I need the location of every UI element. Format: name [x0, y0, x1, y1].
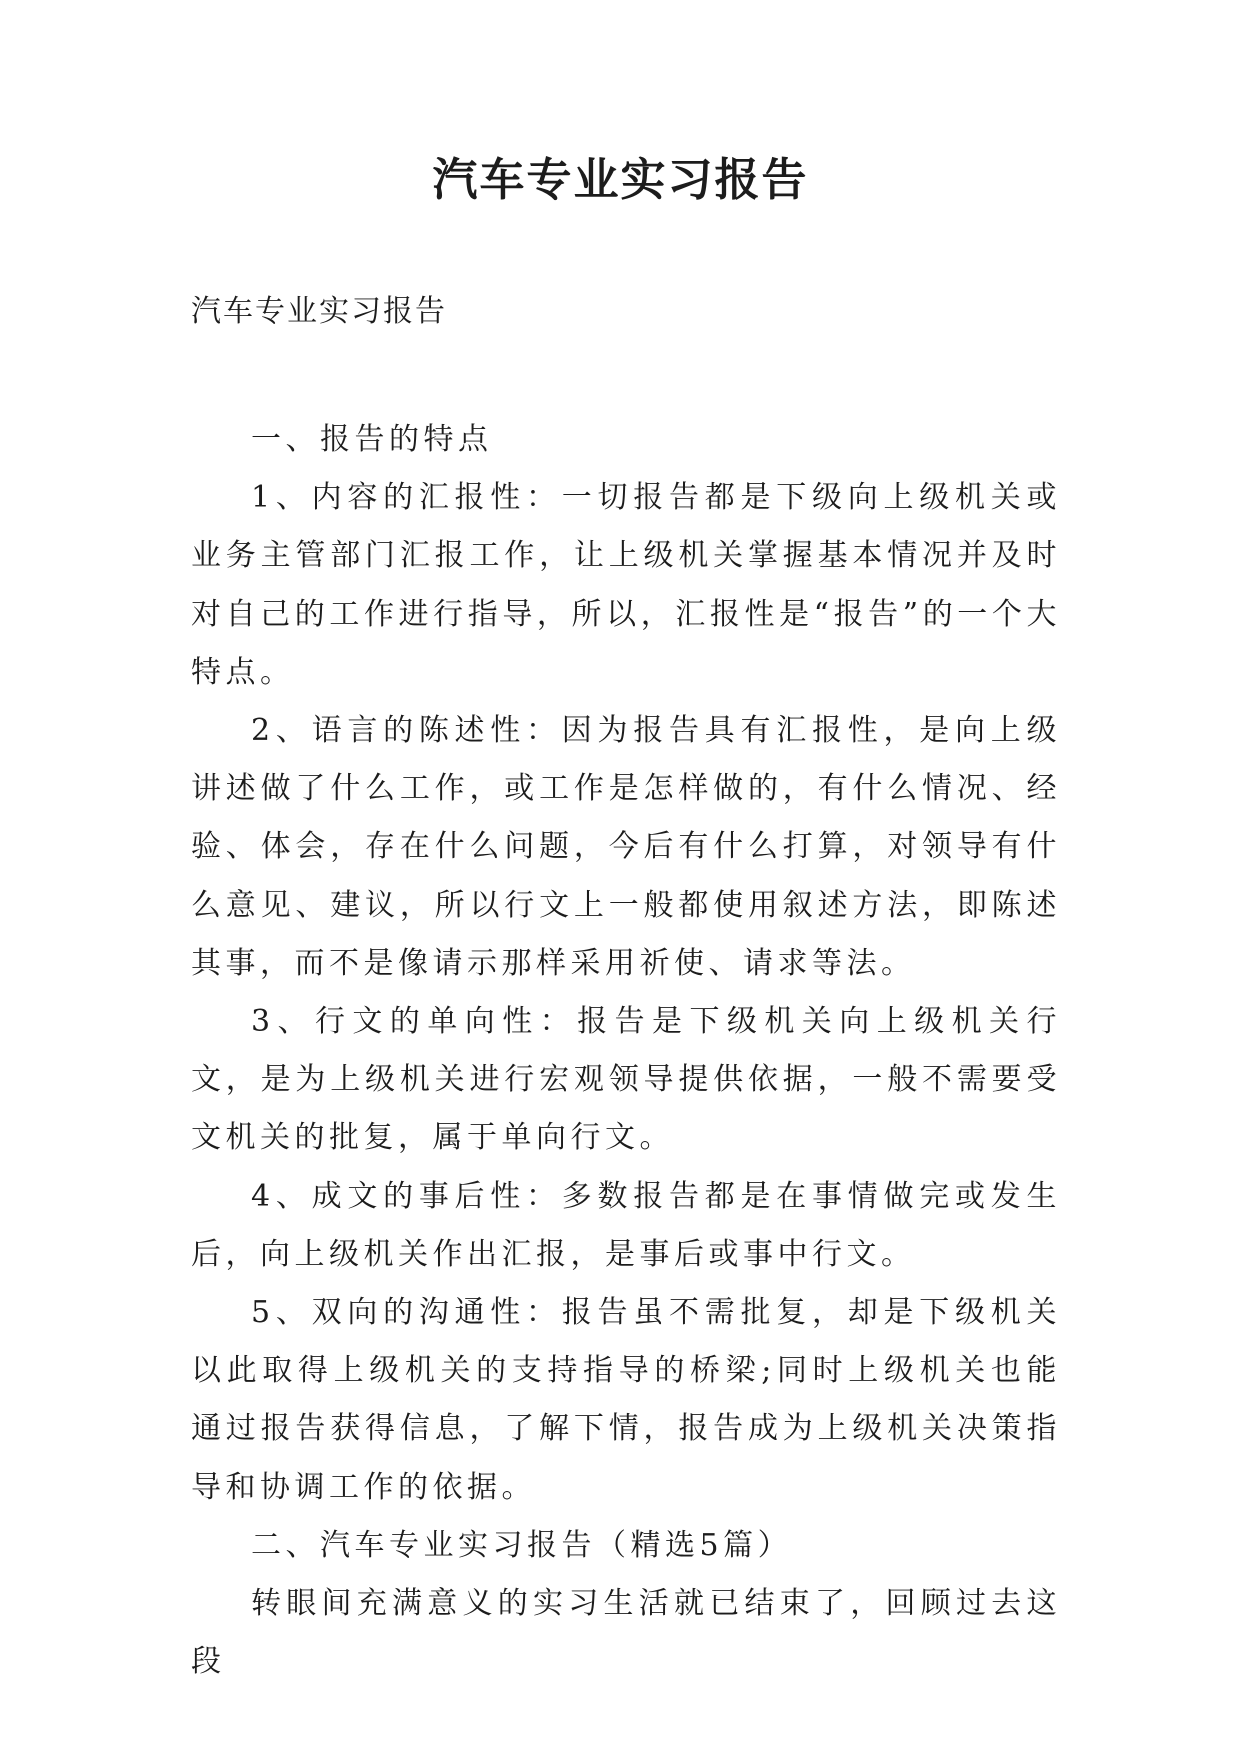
paragraph-item-4: 4、成文的事后性：多数报告都是在事情做完或发生后，向上级机关作出汇报，是事后或事中行文。 [191, 1178, 1061, 1272]
paragraph-item-5: 5、双向的沟通性：报告虽不需批复，却是下级机关以此取得上级机关的支持指导的桥梁;同时上级机关也能通过报告获得信息，了解下情，报告成为上级机关决策指导和协调工作的依据。 [191, 1295, 1061, 1505]
section-heading-1: 一、报告的特点 [251, 422, 493, 457]
paragraph-item-3: 3、行文的单向性：报告是下级机关向上级机关行文，是为上级机关进行宏观领导提供依据，一般不需要受文机关的批复，属于单向行文。 [191, 1004, 1061, 1156]
paragraph-item-2: 2、语言的陈述性：因为报告具有汇报性，是向上级讲述做了什么工作，或工作是怎样做的，有什么情况、经验、体会，存在什么问题，今后有什么打算，对领导有什么意见、建议，所以行文上一般都使用叙述方法，即陈述其事，而不是像请示那样采用祈使、请求等法。 [191, 713, 1061, 981]
document-title: 汽车专业实习报告 [432, 153, 809, 206]
document-body [191, 411, 1061, 1691]
paragraph-intro: 转眼间充满意义的实习生活就已结束了，回顾过去这段 [191, 1586, 1061, 1680]
paragraph-item-1: 1、内容的汇报性：一切报告都是下级向上级机关或业务主管部门汇报工作，让上级机关掌握基本情况并及时对自己的工作进行指导，所以，汇报性是“报告”的一个大特点。 [191, 480, 1061, 690]
section-heading-2: 二、汽车专业实习报告（精选5篇） [251, 1527, 793, 1563]
document-subtitle: 汽车专业实习报告 [191, 294, 447, 329]
